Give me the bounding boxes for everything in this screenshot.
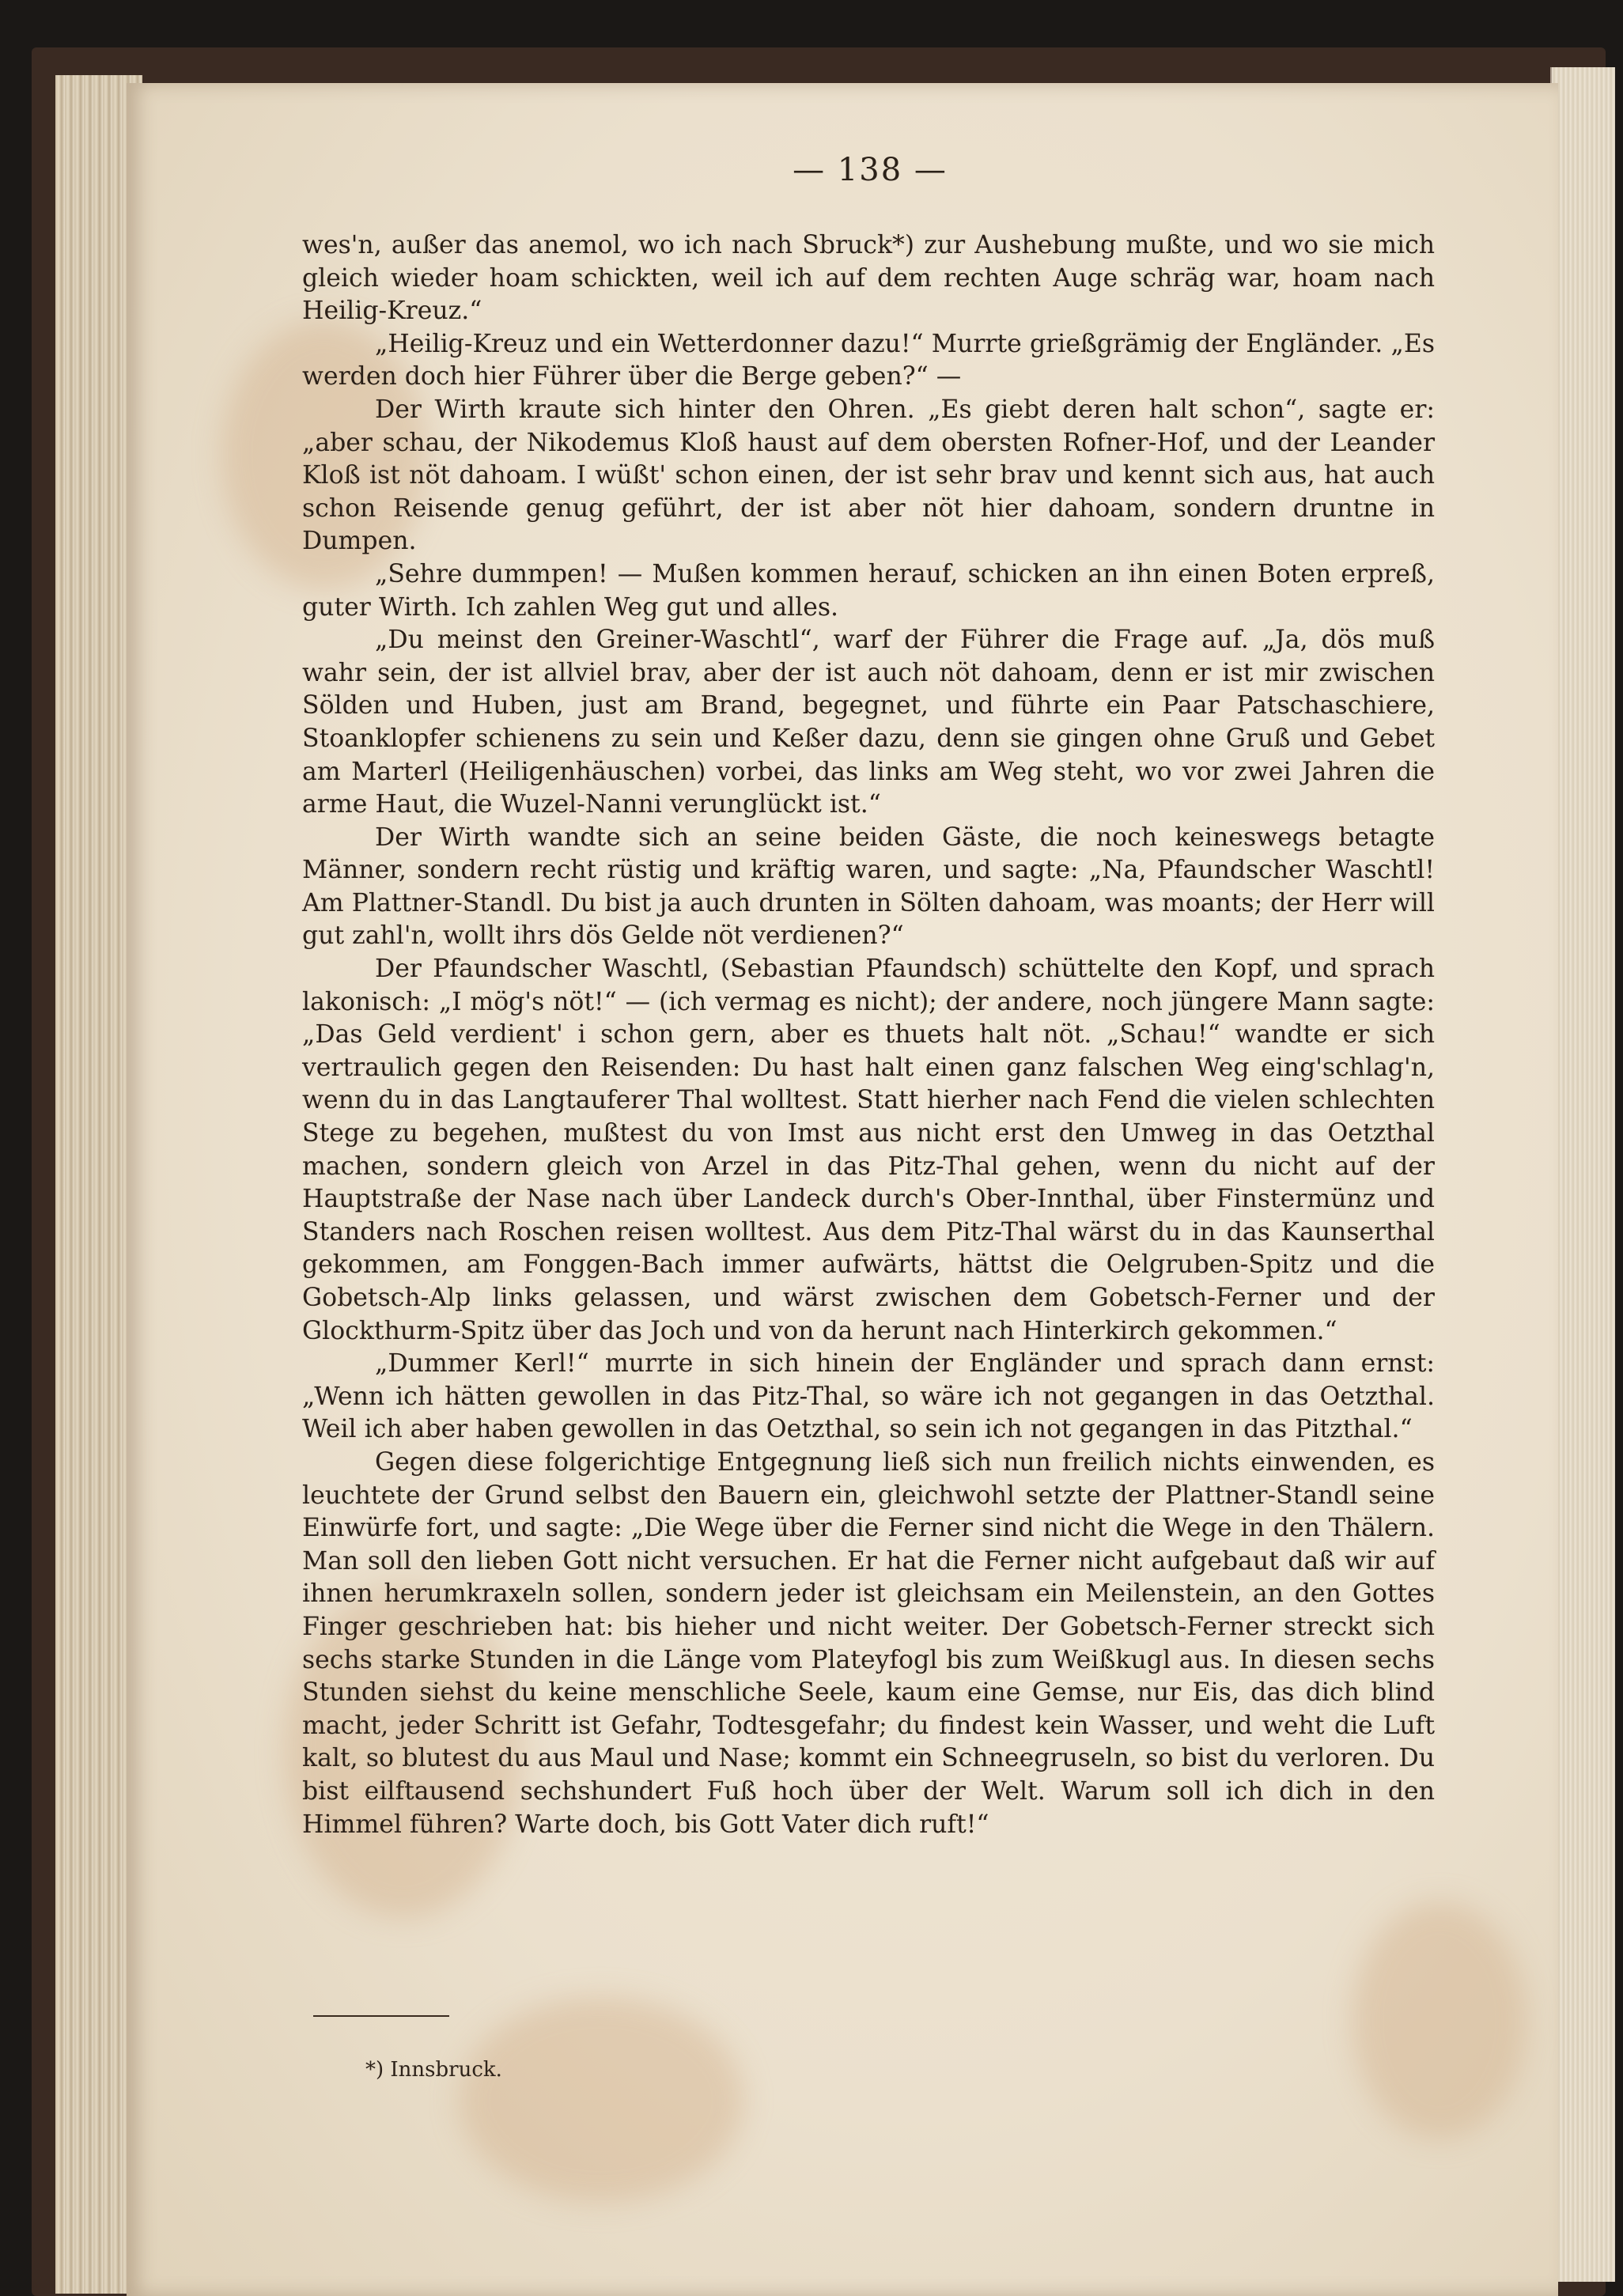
footnote: *) Innsbruck. xyxy=(365,2058,502,2082)
body-text xyxy=(302,229,1435,1841)
paragraph: „Heilig-Kreuz und ein Wetterdonner dazu!“ Murrte grießgrämig der Engländer. „Es werden doch hier Führer über die Berge geben?“ — xyxy=(302,329,1435,391)
paragraph: Der Wirth wandte sich an seine beiden Gäste, die noch keineswegs betagte Männer, sondern recht rüstig und kräftig waren, und sagte: „Na, Pfaundscher Waschtl! Am Plattner-Standl. Du bist ja auch drunten in Sölten dahoam, was moants; der Herr will gut zahl'n, wollt ihrs dös Gelde nöt verdienen?“ xyxy=(302,823,1435,951)
paper-stain xyxy=(1352,1902,1527,2139)
paper-stain xyxy=(459,1997,743,2203)
paragraph: „Dummer Kerl!“ murrte in sich hinein der Engländer und sprach dann ernst: „Wenn ich hätten gewollen in das Pitz-Thal, so wäre ich not gegangen in das Oetzthal. Weil ich aber haben gewollen in das Oetzthal, so sein ich not gegangen in das Pitzthal.“ xyxy=(302,1349,1435,1444)
right-page-edges xyxy=(1550,67,1615,2282)
paragraph: Gegen diese folgerichtige Entgegnung ließ sich nun freilich nichts einwenden, es leuchtete der Grund selbst den Bauern ein, gleichwohl setzte der Plattner-Standl seine Einwürfe fort, und sagte: „Die Wege über die Ferner sind nicht die Wege in den Thälern. Man soll den lieben Gott nicht versuchen. Er hat die Ferner nicht aufgebaut daß wir auf ihnen herumkraxeln sollen, sondern jeder ist gleichsam ein Meilenstein, an den Gottes Finger geschrieben hat: bis hieher und nicht weiter. Der Gobetsch-Ferner streckt sich sechs starke Stunden in die Länge vom Plateyfogl bis zum Weißkugl aus. In diesen sechs Stunden siehst du keine menschliche Seele, kaum eine Gemse, nur Eis, das dich blind macht, jeder Schritt ist Gefahr, Todtesgefahr; du findest kein Wasser, und weht die Luft kalt, so blutest du aus Maul und Nase; kommt ein Schneegruseln, so bist du verloren. Du bist eilftausend sechshundert Fuß hoch über der Welt. Warum soll ich dich in den Himmel führen? Warte doch, bis Gott Vater dich ruft!“ xyxy=(302,1447,1435,1839)
paragraph: Der Pfaundscher Waschtl, (Sebastian Pfaundsch) schüttelte den Kopf, und sprach lakonisch: „I mög's nöt!“ — (ich vermag es nicht); der andere, noch jüngere Mann sagte: „Das Geld verdient' i schon gern, aber es thuets halt nöt. „Schau!“ wandte er sich vertraulich gegen den Reisenden: Du hast halt einen ganz falschen Weg eing'schlag'n, wenn du in das Langtauferer Thal wolltest. Statt hierher nach Fend die vielen schlechten Stege zu begehen, mußtest du von Imst aus nicht erst den Umweg in das Oetzthal machen, sondern gleich von Arzel in das Pitz-Thal gehen, wenn du nicht auf der Hauptstraße der Nase nach über Landeck durch's Ober-Innthal, über Finstermünz und Standers nach Roschen reisen wolltest. Aus dem Pitz-Thal wärst du in das Kaunserthal gekommen, am Fonggen-Bach immer aufwärts, hättst die Oelgruben-Spitz und die Gobetsch-Alp links gelassen, und wärst zwischen dem Gobetsch-Ferner und der Glockthurm-Spitz über das Joch und von da herunt nach Hinterkirch gekommen.“ xyxy=(302,955,1435,1345)
paragraph: „Sehre dummpen! — Mußen kommen herauf, schicken an ihn einen Boten erpreß, guter Wirth. Ich zahlen Weg gut und alles. xyxy=(302,559,1435,622)
paragraph: „Du meinst den Greiner-Waschtl“, warf der Führer die Frage auf. „Ja, dös muß wahr sein, der ist allviel brav, aber der ist auch nöt dahoam, denn er ist mir zwischen Sölden und Huben, just am Brand, begegnet, und führte ein Paar Patschaschiere, Stoanklopfer schienens zu sein und Keßer dazu, denn sie gingen ohne Gruß und Gebet am Marterl (Heiligenhäuschen) vorbei, das links am Weg steht, wo vor zwei Jahren die arme Haut, die Wuzel-Nanni verunglückt ist.“ xyxy=(302,626,1435,819)
paragraph: wes'n, außer das anemol, wo ich nach Sbruck*) zur Aushebung mußte, und wo sie mich gleich wieder hoam schickten, weil ich auf dem rechten Auge schräg war, hoam nach Heilig-Kreuz.“ xyxy=(302,231,1435,326)
footnote-divider xyxy=(313,2015,449,2017)
page-number: — 138 — xyxy=(793,152,948,188)
paragraph: Der Wirth kraute sich hinter den Ohren. „Es giebt deren halt schon“, sagte er: „aber schau, der Nikodemus Kloß haust auf dem obersten Rofner-Hof, und der Leander Kloß ist nöt dahoam. I wüßt' schon einen, der ist sehr brav und kennt sich aus, hat auch schon Reisende genug geführt, der ist aber nöt hier dahoam, sondern druntne in Dumpen. xyxy=(302,395,1435,556)
